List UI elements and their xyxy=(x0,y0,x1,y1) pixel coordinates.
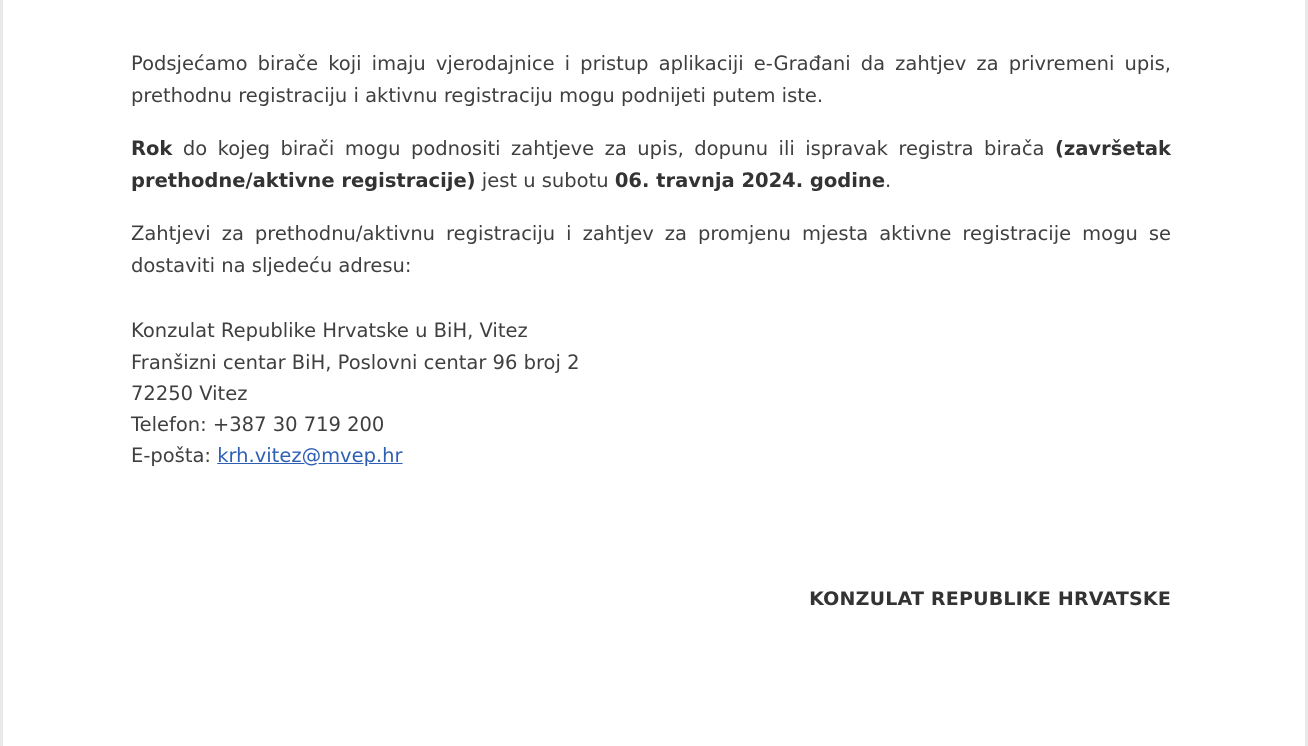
email-label: E-pošta: xyxy=(131,444,218,468)
paragraph-address-intro xyxy=(131,218,1171,281)
deadline-keyword: Rok xyxy=(131,137,173,161)
paragraph-reminder-text: Podsjećamo birače koji imaju vjerodajnice i pristup aplikaciji e-Građani da zahtjev za privremeni upis, prethodnu registraciju i aktivnu registraciju mogu podnijeti putem iste. xyxy=(131,52,1171,107)
address-line-city: 72250 Vitez xyxy=(131,381,248,405)
signature-line: KONZULAT REPUBLIKE HRVATSKE xyxy=(809,588,1171,610)
paragraph-address-intro-text: Zahtjevi za prethodnu/aktivnu registraciju i zahtjev za promjenu mjesta aktivne registracije mogu se dostaviti na sljedeću adresu: xyxy=(131,222,1171,277)
paragraph-deadline xyxy=(131,133,1171,196)
deadline-registration-phase: (završetak prethodne/aktivne registracije) xyxy=(131,137,1171,192)
deadline-text-1: do kojeg birači mogu podnositi zahtjeve za upis, dopunu ili ispravak registra birača xyxy=(172,137,1055,161)
address-line-street: Franšizni centar BiH, Poslovni centar 96 broj 2 xyxy=(131,350,580,374)
email-link[interactable]: krh.vitez@mvep.hr xyxy=(217,444,403,468)
deadline-text-2: jest u subotu xyxy=(475,168,615,192)
left-margin-guide xyxy=(0,0,3,746)
deadline-period: . xyxy=(885,168,892,192)
address-line-consulate: Konzulat Republike Hrvatske u BiH, Vitez xyxy=(131,319,528,343)
address-block xyxy=(131,315,1171,471)
address-line-email xyxy=(131,440,1171,471)
paragraph-reminder xyxy=(131,48,1171,111)
document-body xyxy=(131,48,1171,471)
deadline-date: 06. travnja 2024. godine xyxy=(614,168,886,192)
address-line-phone: Telefon: +387 30 719 200 xyxy=(131,413,385,437)
